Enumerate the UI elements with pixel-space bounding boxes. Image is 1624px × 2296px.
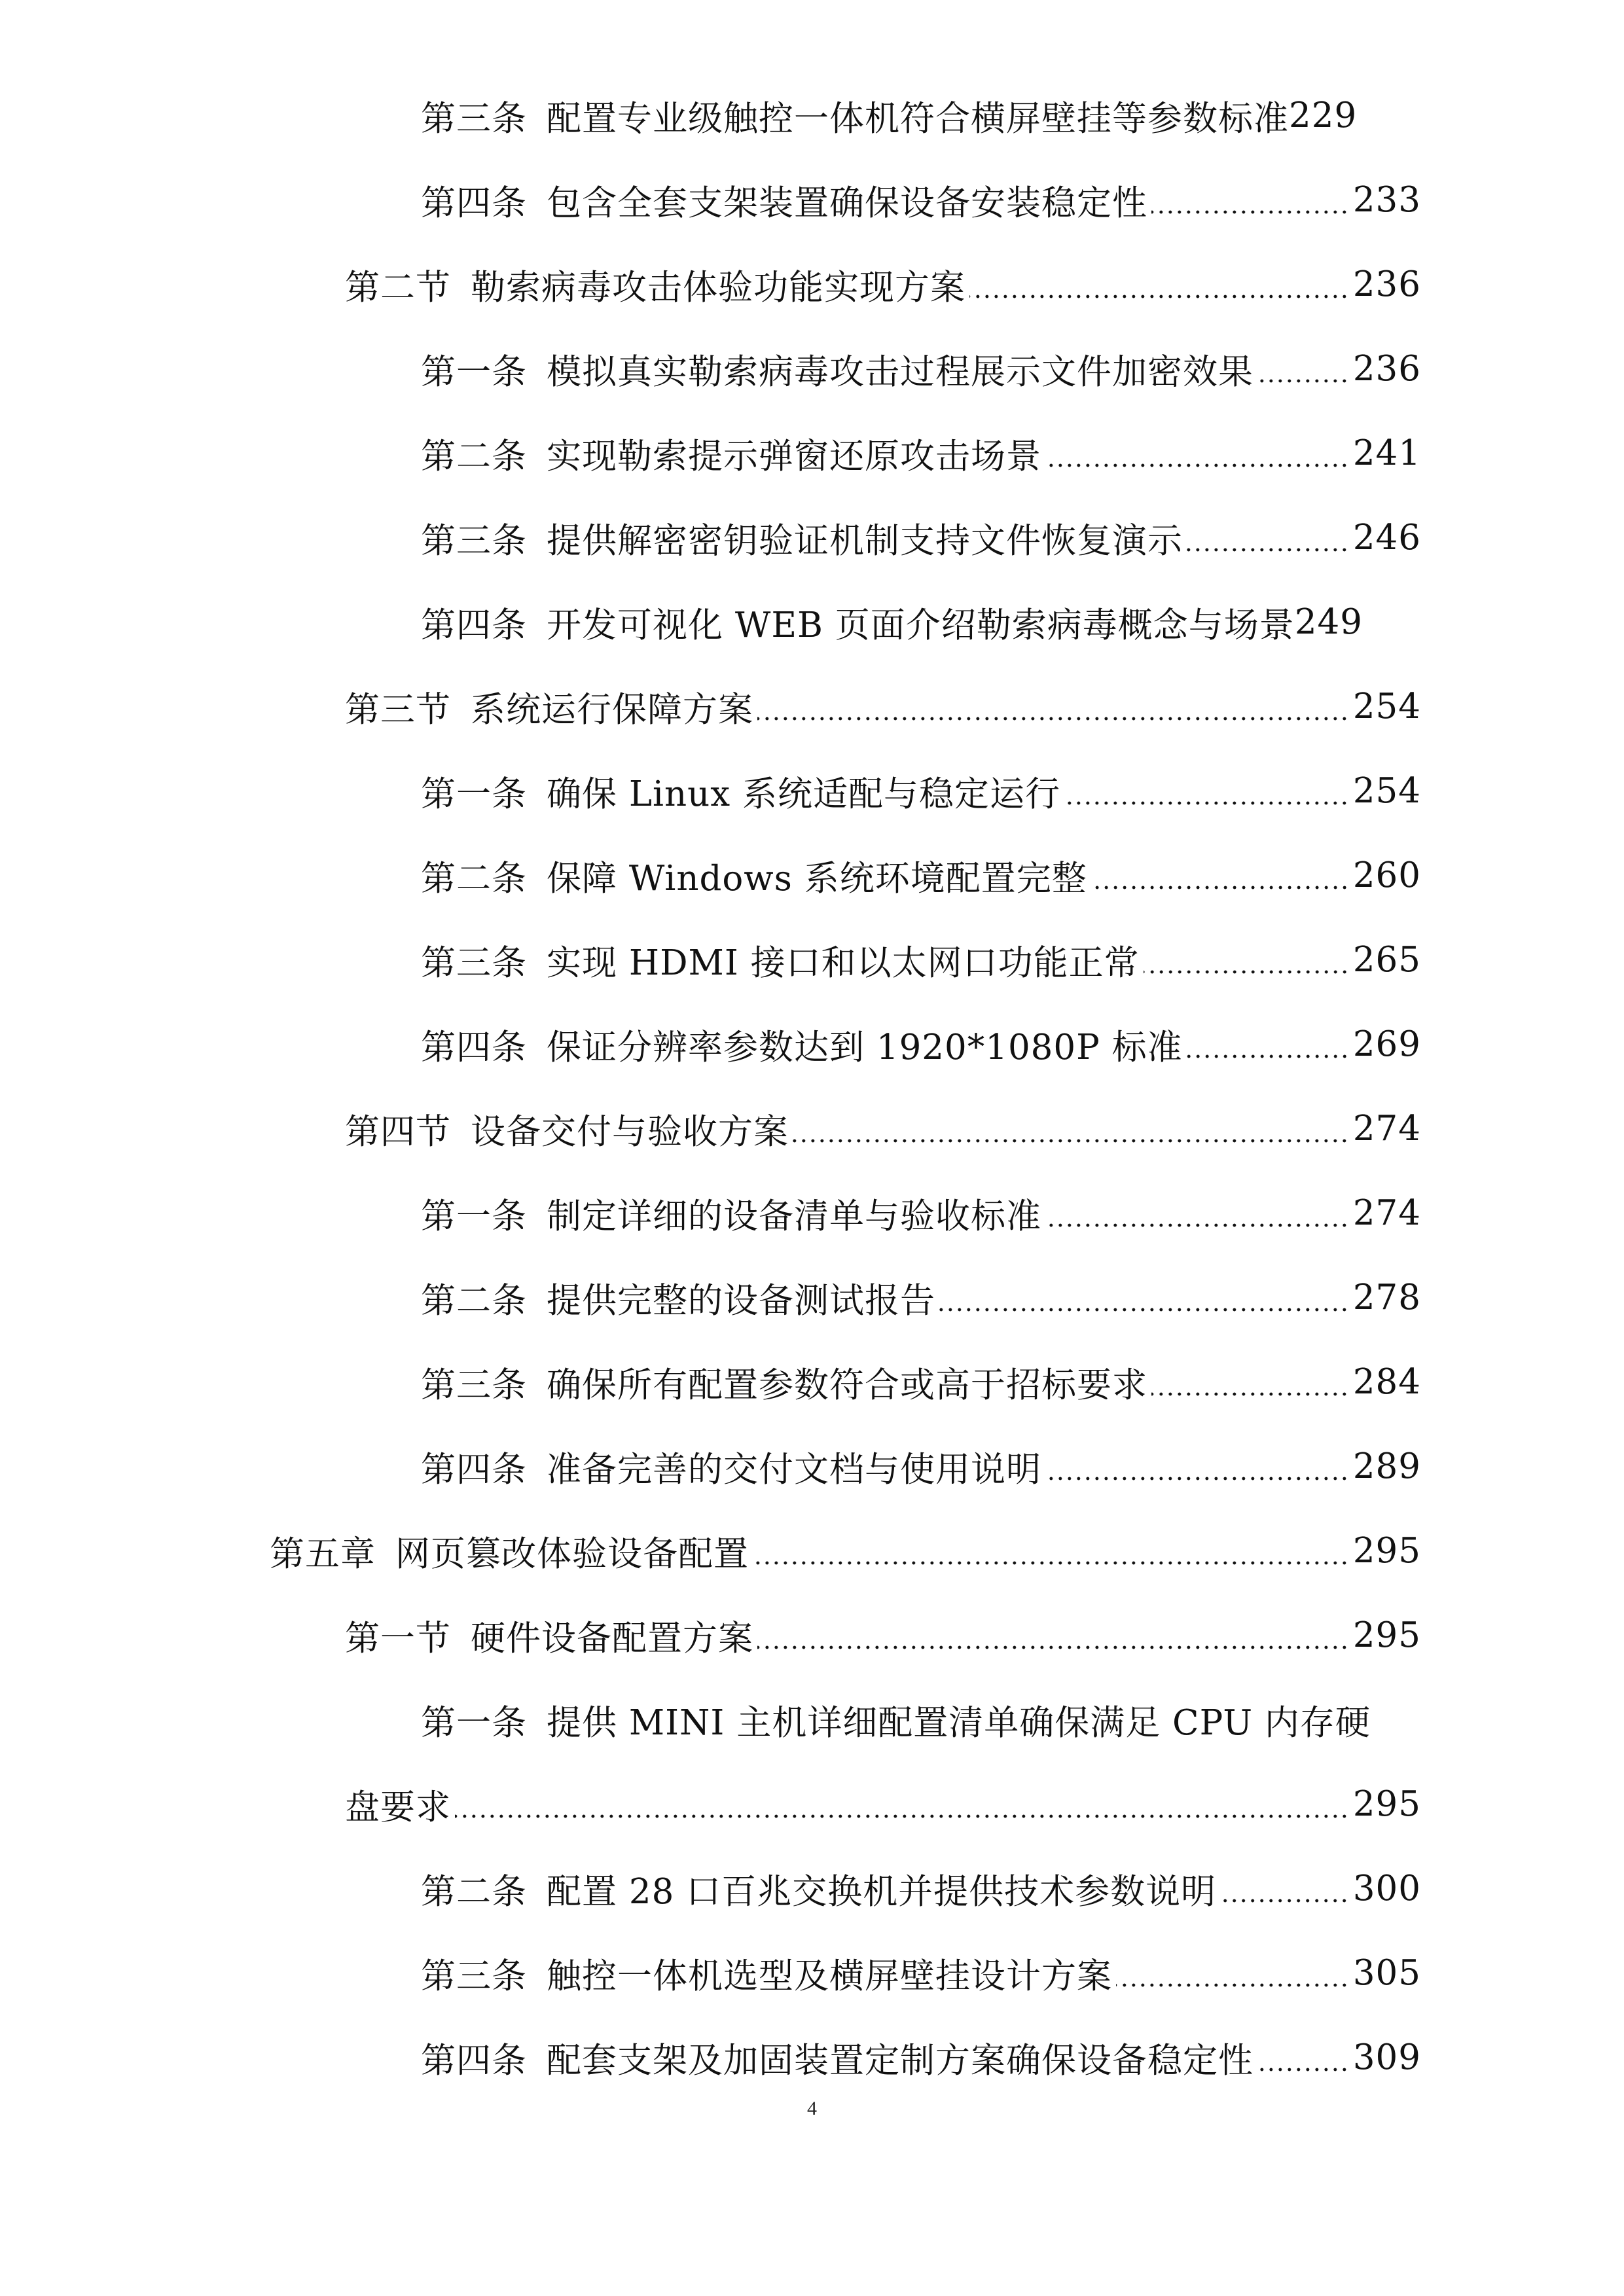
dot-leader — [793, 1138, 1349, 1144]
toc-page-number: 295 — [1352, 1531, 1421, 1571]
toc-entry[interactable] — [0, 327, 1624, 411]
dot-leader — [1144, 969, 1349, 975]
dot-leader — [1257, 2066, 1349, 2073]
toc-entry-title: 保障 Windows 系统环境配置完整 — [547, 858, 1087, 899]
toc-page-number: 233 — [1352, 180, 1421, 220]
toc-page-number: 254 — [1352, 687, 1421, 726]
toc-entry-prefix: 第五章 — [270, 1534, 376, 1574]
toc-page-number: 260 — [1352, 855, 1421, 895]
toc-page-number: 236 — [1352, 349, 1421, 389]
toc-page-number: 300 — [1352, 1869, 1421, 1909]
toc-entry-title: 实现勒索提示弹窗还原攻击场景 — [547, 436, 1041, 476]
toc-entry-title: 系统运行保障方案 — [471, 689, 753, 730]
toc-page-number: 269 — [1352, 1024, 1421, 1064]
dot-leader — [757, 715, 1349, 722]
dot-leader — [1045, 1222, 1349, 1229]
dot-leader — [1116, 1982, 1349, 1988]
toc-entry-title: 确保 Linux 系统适配与稳定运行 — [547, 774, 1060, 814]
toc-entry[interactable] — [0, 1255, 1624, 1340]
toc-entry[interactable] — [0, 1002, 1624, 1086]
toc-entry-prefix: 第三条 — [421, 1365, 527, 1405]
toc-entry[interactable] — [0, 1086, 1624, 1171]
toc-entry-title: 配置 28 口百兆交换机并提供技术参数说明 — [547, 1871, 1217, 1912]
toc-page-number: 274 — [1352, 1109, 1421, 1149]
toc-page-number: 295 — [1352, 1784, 1421, 1824]
toc-entry-prefix: 第一节 — [345, 1618, 451, 1659]
toc-entry-prefix: 第三条 — [421, 1956, 527, 1996]
toc-entry-title: 保证分辨率参数达到 1920*1080P 标准 — [547, 1027, 1183, 1067]
toc-page-number: 246 — [1352, 518, 1421, 558]
toc-entry[interactable] — [0, 2015, 1624, 2100]
toc-entry-prefix: 第四条 — [421, 1027, 527, 1067]
toc-entry-prefix: 第三条 — [421, 520, 527, 561]
toc-entry[interactable] — [0, 242, 1624, 327]
toc-entry-title: 提供完整的设备测试报告 — [547, 1280, 935, 1321]
dot-leader — [1257, 378, 1349, 384]
toc-entry-prefix: 第三条 — [421, 98, 527, 139]
dot-leader — [1064, 800, 1349, 806]
toc-entry[interactable] — [0, 73, 1624, 158]
toc-entry-title: 硬件设备配置方案 — [471, 1618, 753, 1659]
toc-entry-prefix: 第四条 — [421, 605, 527, 645]
toc-entry[interactable] — [0, 918, 1624, 1002]
toc-page-number: 249 — [1294, 602, 1363, 642]
dot-leader — [1151, 1391, 1349, 1397]
toc-entry-prefix: 第四条 — [421, 1449, 527, 1490]
dot-leader — [1220, 1897, 1349, 1904]
dot-leader — [753, 1560, 1349, 1566]
toc-entry-prefix: 第二条 — [421, 436, 527, 476]
toc-entry[interactable] — [0, 1931, 1624, 2015]
toc-entry-prefix: 第一条 — [421, 1702, 527, 1743]
dot-leader — [939, 1306, 1349, 1313]
toc-page-number: 295 — [1352, 1615, 1421, 1655]
toc-entry-title: 确保所有配置参数符合或高于招标要求 — [547, 1365, 1147, 1405]
toc-entry[interactable] — [0, 1593, 1624, 1677]
toc-page-number: 278 — [1352, 1278, 1421, 1318]
toc-page-number: 274 — [1352, 1193, 1421, 1233]
dot-leader — [1045, 462, 1349, 469]
toc-entry[interactable] — [0, 1677, 1624, 1762]
dot-leader — [1045, 1475, 1349, 1482]
toc-entry[interactable] — [0, 833, 1624, 918]
toc-entry-prefix: 第一条 — [421, 774, 527, 814]
toc-entry-prefix: 第四节 — [345, 1111, 451, 1152]
toc-entry-title: 包含全套支架装置确保设备安装稳定性 — [547, 183, 1147, 223]
toc-page-number: 289 — [1352, 1446, 1421, 1486]
dot-leader — [757, 1644, 1349, 1651]
toc-entry[interactable] — [0, 411, 1624, 495]
dot-leader — [455, 1813, 1349, 1820]
toc-entry-title: 模拟真实勒索病毒攻击过程展示文件加密效果 — [547, 351, 1254, 392]
toc-entry-title: 实现 HDMI 接口和以太网口功能正常 — [547, 942, 1140, 983]
toc-entry-title: 勒索病毒攻击体验功能实现方案 — [471, 267, 965, 308]
toc-entry-title: 准备完善的交付文档与使用说明 — [547, 1449, 1041, 1490]
toc-entry-prefix: 第二条 — [421, 858, 527, 899]
toc-entry[interactable] — [0, 749, 1624, 833]
toc-entry-title: 配置专业级触控一体机符合横屏壁挂等参数标准 — [547, 98, 1289, 139]
toc-page-number: 265 — [1352, 940, 1421, 980]
toc-entry-title: 网页篡改体验设备配置 — [395, 1534, 749, 1574]
toc-entry-title: 配套支架及加固装置定制方案确保设备稳定性 — [547, 2040, 1254, 2081]
table-of-contents — [0, 73, 1624, 2100]
toc-entry-title: 提供解密密钥验证机制支持文件恢复演示 — [547, 520, 1183, 561]
dot-leader — [1187, 547, 1349, 553]
toc-entry[interactable] — [0, 1171, 1624, 1255]
toc-entry-prefix: 第三节 — [345, 689, 451, 730]
toc-page-number: 229 — [1289, 96, 1358, 135]
toc-entry[interactable] — [0, 664, 1624, 749]
toc-page-number: 309 — [1352, 2037, 1421, 2077]
toc-entry[interactable] — [0, 1424, 1624, 1509]
toc-entry-prefix: 第二节 — [345, 267, 451, 308]
toc-entry[interactable] — [0, 580, 1624, 664]
toc-entry-prefix: 第二条 — [421, 1280, 527, 1321]
toc-page-number: 284 — [1352, 1362, 1421, 1402]
toc-entry[interactable] — [0, 1509, 1624, 1593]
toc-entry-title: 开发可视化 WEB 页面介绍勒索病毒概念与场景 — [547, 605, 1295, 645]
toc-entry-prefix: 第一条 — [421, 351, 527, 392]
toc-entry-prefix: 第二条 — [421, 1871, 527, 1912]
toc-entry-continuation[interactable] — [0, 1762, 1624, 1846]
toc-page-number: 236 — [1352, 264, 1421, 304]
toc-entry[interactable] — [0, 495, 1624, 580]
toc-entry[interactable] — [0, 1846, 1624, 1931]
toc-entry-title: 提供 MINI 主机详细配置清单确保满足 CPU 内存硬 — [547, 1702, 1371, 1743]
toc-entry-prefix: 第一条 — [421, 1196, 527, 1236]
page-number-footer: 4 — [807, 2098, 817, 2119]
toc-page-number: 254 — [1352, 771, 1421, 811]
dot-leader — [1091, 884, 1349, 891]
toc-entry-prefix: 第四条 — [421, 183, 527, 223]
toc-entry-title: 设备交付与验收方案 — [471, 1111, 789, 1152]
toc-entry-title: 制定详细的设备清单与验收标准 — [547, 1196, 1041, 1236]
dot-leader — [1151, 209, 1349, 215]
dot-leader — [1187, 1053, 1349, 1060]
dot-leader — [969, 293, 1349, 300]
toc-page-number: 305 — [1352, 1953, 1421, 1993]
toc-entry-title: 触控一体机选型及横屏壁挂设计方案 — [547, 1956, 1112, 1996]
toc-entry-prefix: 第四条 — [421, 2040, 527, 2081]
toc-entry[interactable] — [0, 1340, 1624, 1424]
toc-entry-prefix: 第三条 — [421, 942, 527, 983]
toc-page-number: 241 — [1352, 433, 1421, 473]
toc-entry[interactable] — [0, 158, 1624, 242]
toc-entry-title-continuation: 盘要求 — [345, 1787, 451, 1827]
